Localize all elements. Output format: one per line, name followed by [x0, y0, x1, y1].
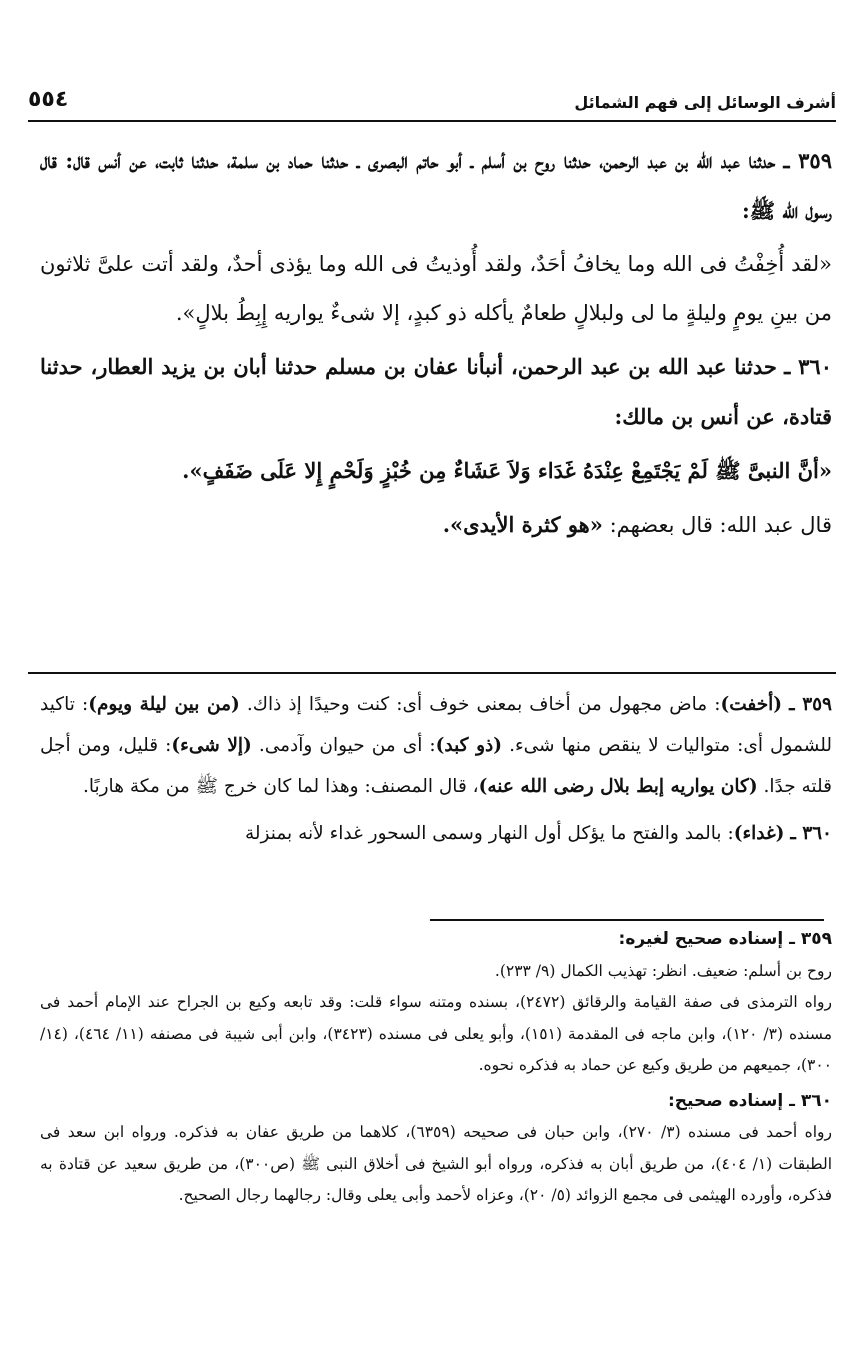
footnote-divider [430, 919, 824, 921]
note-term: (إلا شىء) [171, 735, 252, 756]
isnad-text: حدثنا عبد الله بن عبد الرحمن، أنبأنا عفان بن مسلم حدثنا أبان بن يزيد العطار، حدثنا قتادة، عن أنس بن مالك: [40, 354, 832, 429]
note-text: : تاكيد للشمول أى: متواليات لا ينقص منها شىء. [40, 694, 832, 756]
book-title: أشرف الوسائل إلى فهم الشمائل [574, 93, 836, 112]
page-number: ٥٥٤ [28, 87, 69, 112]
isnad-text: حدثنا عبد الله بن عبد الرحمن، حدثنا روح بن أسلم ـ أبو حاتم البصرى ـ حدثنا حماد بن سلمة، حدثنا ثابت، عن أنس قال: قال رسول الله ﷺ: [40, 148, 832, 223]
note-text: : أى من حيوان وآدمى. [258, 735, 436, 756]
note-text: : قليل، ومن أجل قلته جدًا. [40, 735, 832, 797]
notes-divider [28, 672, 836, 674]
footnote-line: رواه الترمذى فى صفة القيامة والرقائق (٢٤٧٢)، بسنده ومتنه سواء قلت: وقد تابعه وكيع بن الجراح عند الإمام أحمد فى مسنده (٣/ ١٢٠)، وابن ماجه فى المقدمة (١٥١)، وأبو يعلى فى مسنده (٣٤٢٣)، وابن أبى شيبة فى مصنفه (١١/ ٤٦٤)، (١٤/ ٣٠٠)، جميعهم من طريق وكيع عن حماد به فذكره نحوه. [40, 993, 833, 1074]
hadith-360-isnad [40, 342, 832, 442]
note-term: (كان يواريه إبط بلال رضى الله عنه) [478, 776, 758, 797]
note-360 [40, 813, 832, 854]
hadith-359-matn [40, 240, 832, 338]
hadith-360-matn [40, 446, 832, 496]
footnote-360 [40, 1086, 832, 1212]
note-number: ٣٦٠ ـ [790, 823, 832, 844]
header-divider [28, 120, 836, 122]
note-term: (غداء) [733, 823, 785, 844]
page-header [28, 84, 836, 112]
main-text [40, 136, 832, 554]
note-359 [40, 684, 832, 807]
footnote-heading: ٣٥٩ ـ إسناده صحيح لغيره: [618, 929, 832, 949]
footnote-line: روح بن أسلم: ضعيف. انظر: تهذيب الكمال (٩/ ٢٣٣). [494, 961, 832, 980]
comment-label: قال عبد الله: قال بعضهم: [609, 513, 832, 537]
hadith-number: ٣٥٩ ـ [783, 148, 832, 173]
hadith-359-isnad [40, 136, 832, 236]
comment-text: «هو كثرة الأيدى». [442, 512, 603, 537]
note-term: (أخفت) [720, 694, 783, 715]
matn-text: «لقد أُخِفْتُ فى الله وما يخافُ أحَدٌ، ولقد أُوذيتُ فى الله وما يؤذى أحدٌ، ولقد أتت علىَّ ثلاثون من بينِ يومٍ وليلةٍ ما لى ولبلالٍ طعامٌ يأكله ذو كبدٍ، إلا شىءٌ يواريه إِبِطُ بلالٍ». [40, 252, 832, 325]
note-text: ، قال المصنف: وهذا لما كان خرج ﷺ من مكة هاربًا. [82, 776, 479, 797]
note-text: : بالمد والفتح ما يؤكل أول النهار وسمى السحور غداء لأنه بمنزلة [245, 823, 734, 844]
note-text: : ماض مجهول من أخاف بمعنى خوف أى: كنت وحيدًا إذ ذاك. [246, 694, 721, 715]
commentary-notes [40, 684, 832, 860]
footnote-359 [40, 924, 832, 1082]
footnote-heading: ٣٦٠ ـ إسناده صحيح: [667, 1090, 832, 1111]
hadith-number: ٣٦٠ ـ [784, 354, 832, 379]
footnotes [40, 924, 832, 1216]
matn-text: «أنَّ النبىَّ ﷺ لَمْ يَجْتَمِعْ عِنْدَهُ غَدَاء وَلاَ عَشَاءٌ مِن خُبْزٍ وَلَحْمٍ إِلا عَلَى ضَفَفٍ». [182, 458, 832, 483]
hadith-360-comment [40, 500, 832, 550]
note-number: ٣٥٩ ـ [789, 694, 832, 715]
note-term: (ذو كبد) [435, 735, 503, 756]
footnote-line: رواه أحمد فى مسنده (٣/ ٢٧٠)، وابن حبان فى صحيحه (٦٣٥٩)، كلاهما من طريق عفان به فذكره. ورواه ابن سعد فى الطبقات (١/ ٤٠٤)، من طريق أبان به فذكره، ورواه أبو الشيخ فى أخلاق النبى ﷺ (ص٣٠٠)، من طريق سعيد عن قتادة به فذكره، وأورده الهيثمى فى مجمع الزوائد (٥/ ٢٠)، وعزاه لأحمد وأبى يعلى وقال: رجالهما رجال الصحيح. [40, 1123, 833, 1204]
note-term: (من بين ليلة ويوم) [88, 694, 240, 715]
